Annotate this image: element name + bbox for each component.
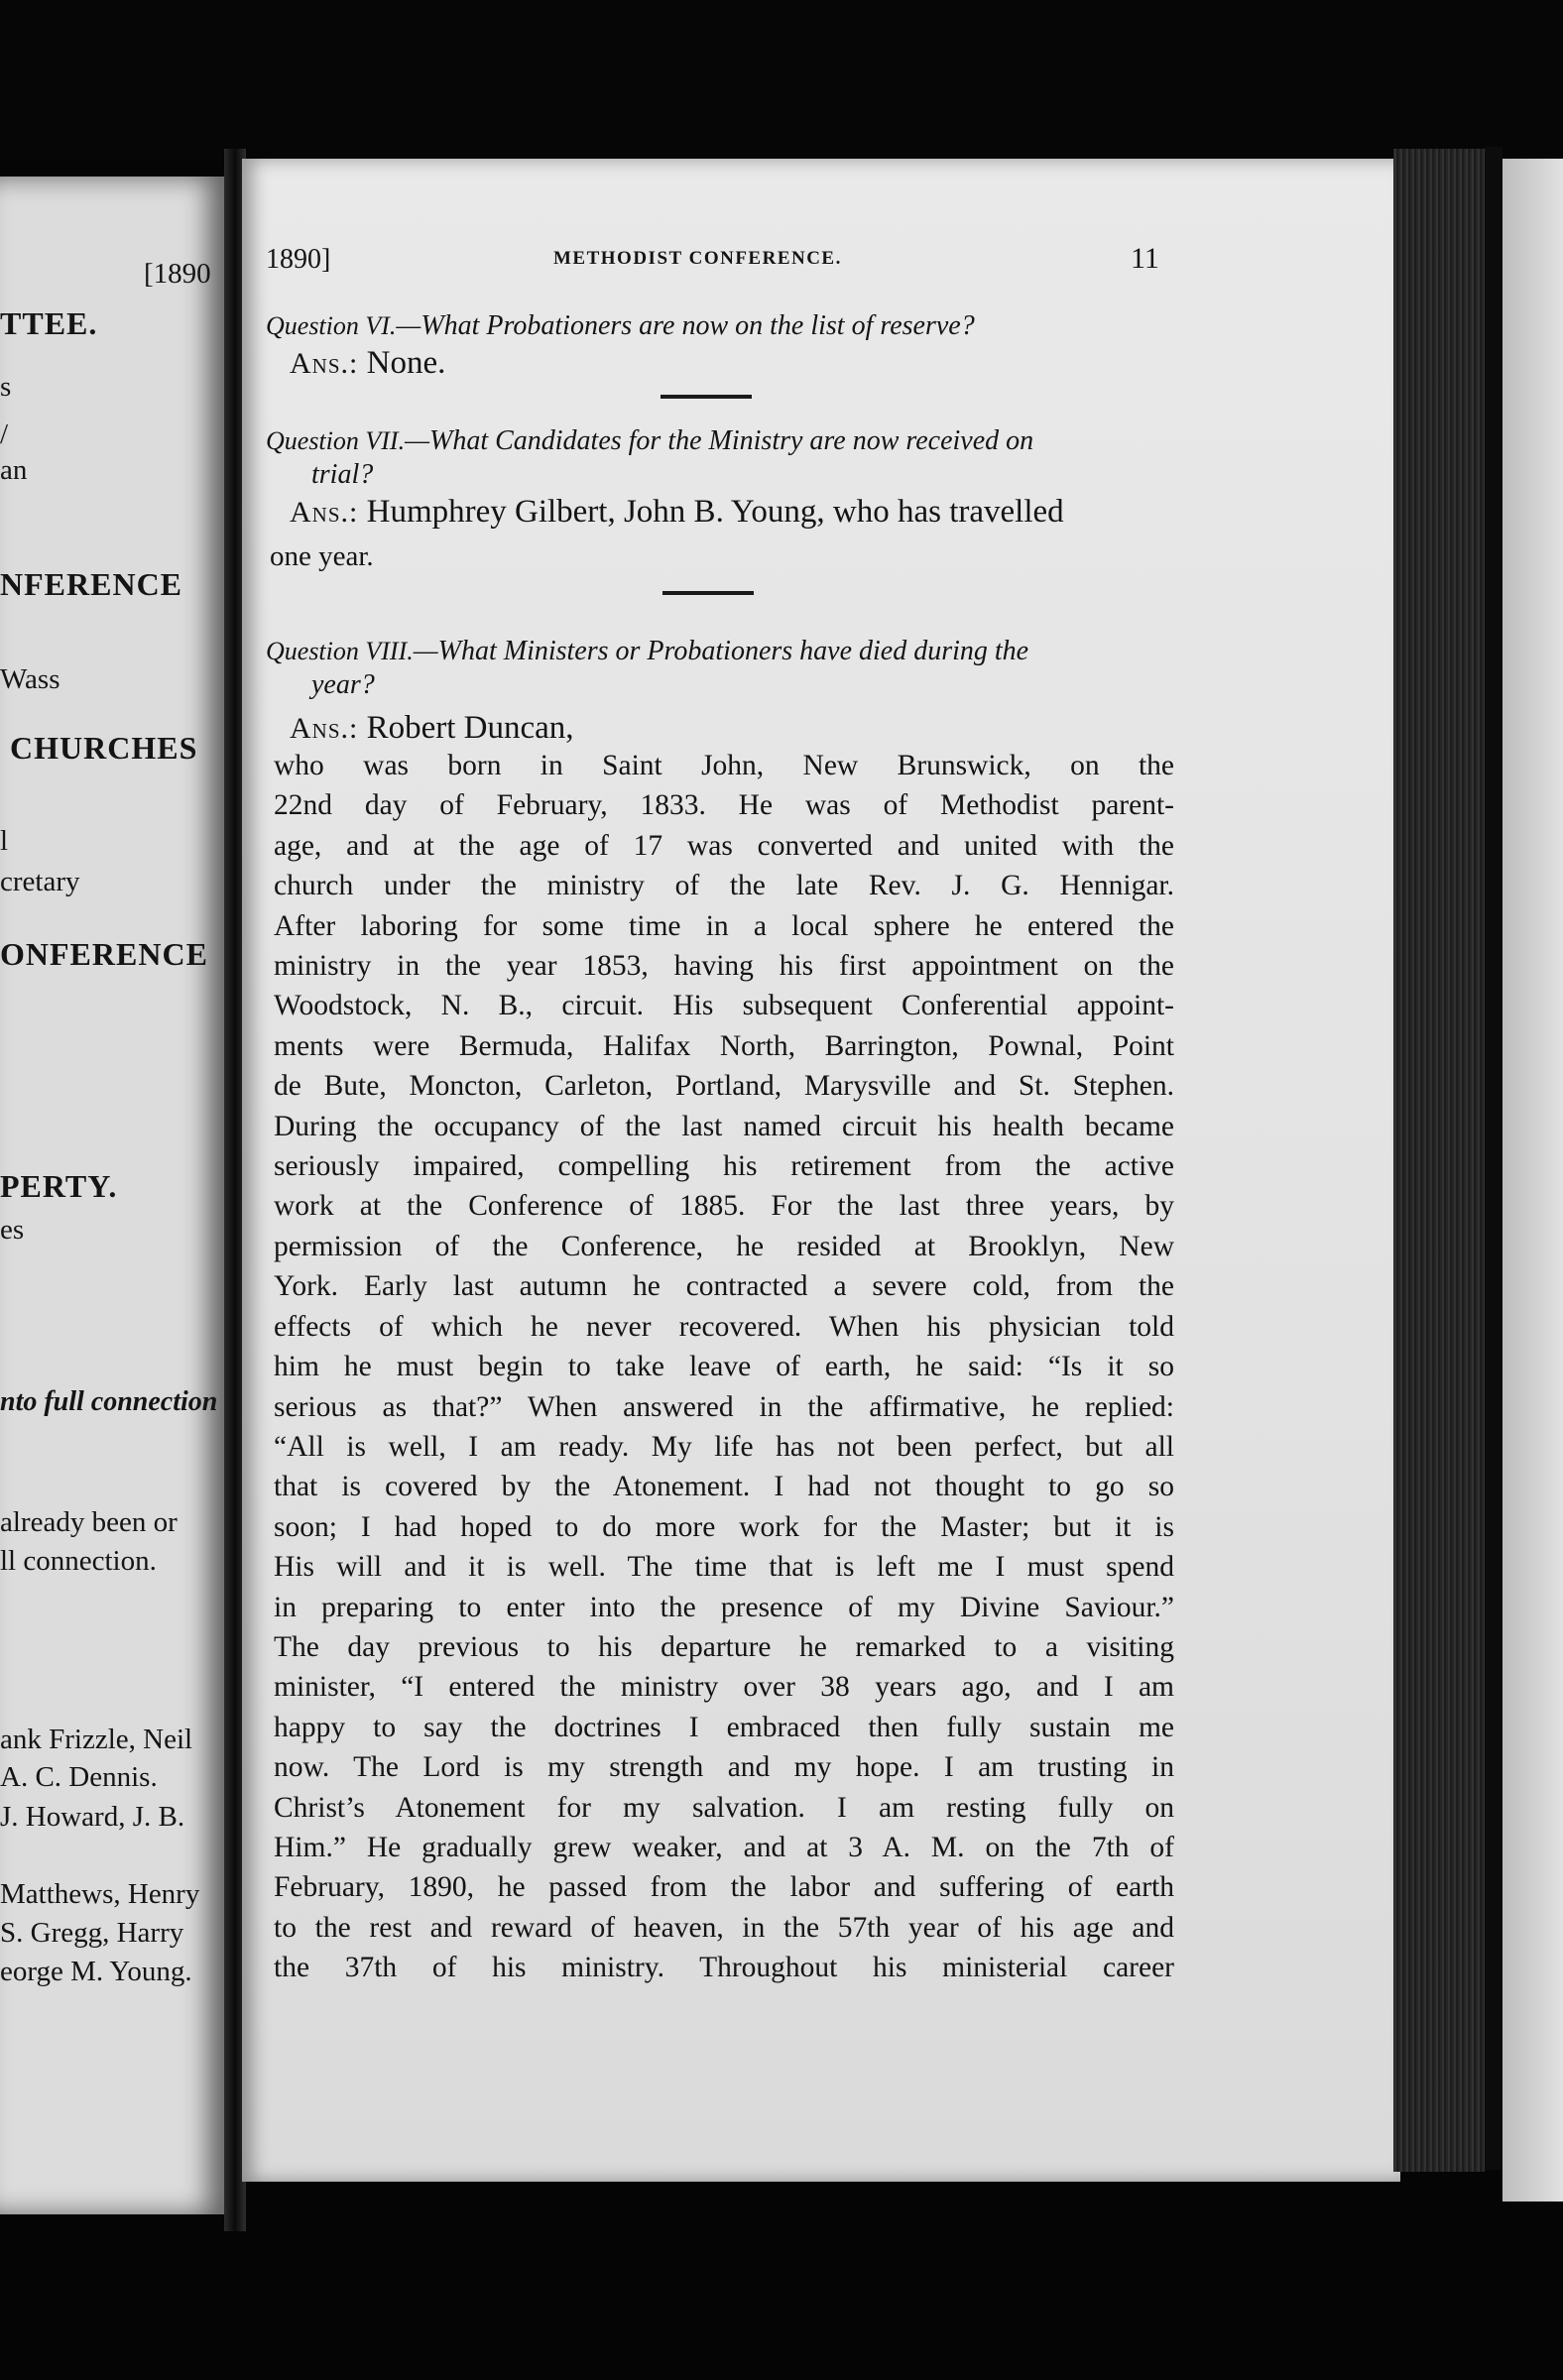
answer-8 — [290, 710, 1162, 747]
question-7 — [266, 424, 1158, 492]
body-line: de Bute, Moncton, Carleton, Portland, Marysville and St. Stephen. — [274, 1070, 1174, 1103]
body-line: work at the Conference of 1885. For the last three years, by — [274, 1190, 1174, 1223]
section-rule — [661, 395, 752, 399]
body-line: ministry in the year 1853, having his first appointment on the — [274, 950, 1174, 983]
body-line: York. Early last autumn he contracted a severe cold, from the — [274, 1270, 1174, 1303]
body-line: who was born in Saint John, New Brunswick, on the — [274, 750, 1174, 781]
body-line: effects of which he never recovered. When his physician told — [274, 1310, 1174, 1343]
obituary-body — [274, 746, 1174, 1988]
answer-label: Ans.: — [290, 347, 359, 380]
body-line: Him.” He gradually grew weaker, and at 3 A. M. on the 7th of — [274, 1831, 1174, 1863]
left-page-line: eorge M. Young. — [0, 1956, 192, 1987]
scan-background — [0, 0, 1563, 159]
answer-label: Ans.: — [290, 496, 359, 529]
left-page-line: [1890 — [144, 258, 211, 290]
page-edges-shadow — [1485, 147, 1503, 2170]
question-continuation: year? — [311, 669, 375, 700]
body-line: now. The Lord is my strength and my hope. I am trusting in — [274, 1751, 1174, 1784]
left-page-line: J. Howard, J. B. — [0, 1801, 185, 1833]
question-label: Question VII. — [266, 426, 406, 455]
left-page-heading: NFERENCE — [0, 566, 183, 602]
question-text: —What Probationers are now on the list of reserve? — [396, 310, 975, 341]
answer-7 — [290, 494, 1162, 531]
page-number: 11 — [1131, 242, 1159, 275]
answer-7-continuation: one year. — [270, 540, 374, 572]
body-line: 22nd day of February, 1833. He was of Methodist parent- — [274, 789, 1174, 822]
left-page-line: / — [0, 418, 9, 450]
running-head — [266, 244, 1162, 284]
question-8 — [266, 635, 1158, 702]
body-line: permission of the Conference, he resided at Brooklyn, New — [274, 1230, 1174, 1262]
left-page-line: ll connection. — [0, 1545, 157, 1577]
body-line: happy to say the doctrines I embraced then fully sustain me — [274, 1711, 1174, 1743]
left-page-line: Wass — [0, 663, 60, 695]
body-line: minister, “I entered the ministry over 38 years ago, and I am — [274, 1671, 1174, 1704]
left-page-heading: PERTY. — [0, 1168, 118, 1204]
left-page-heading: CHURCHES — [10, 730, 198, 766]
body-line: After laboring for some time in a local sphere he entered the — [274, 909, 1174, 942]
body-line: age, and at the age of 17 was converted and united with the — [274, 829, 1174, 862]
body-line: “All is well, I am ready. My life has not been perfect, but all — [274, 1430, 1174, 1463]
question-text: —What Candidates for the Ministry are now received on — [405, 425, 1034, 456]
body-line: February, 1890, he passed from the labor and suffering of earth — [274, 1871, 1174, 1904]
answer-text: Humphrey Gilbert, John B. Young, who has travelled — [366, 494, 1064, 530]
answer-6 — [290, 345, 1162, 382]
body-line: to the rest and reward of heaven, in the 57th year of his age and — [274, 1911, 1174, 1944]
body-line: His will and it is well. The time that is left me I must spend — [274, 1551, 1174, 1584]
left-page-line: A. C. Dennis. — [0, 1761, 158, 1793]
left-page-heading: TTEE. — [0, 305, 98, 341]
left-page-line: es — [0, 1214, 25, 1246]
body-line: the 37th of his ministry. Throughout his ministerial career — [274, 1952, 1174, 1984]
running-head-year: 1890] — [266, 244, 331, 275]
question-label: Question VI. — [266, 311, 397, 340]
left-page-line: s — [0, 371, 12, 403]
left-page-line: l — [0, 825, 9, 857]
body-line: soon; I had hoped to do more work for the Master; but it is — [274, 1510, 1174, 1543]
body-line: serious as that?” When answered in the affirmative, he replied: — [274, 1390, 1174, 1423]
left-facing-page — [0, 177, 226, 2214]
question-label: Question VIII. — [266, 637, 414, 665]
body-line: Christ’s Atonement for my salvation. I am resting fully on — [274, 1791, 1174, 1824]
answer-text: Robert Duncan, — [366, 710, 574, 746]
body-line: seriously impaired, compelling his retirement from the active — [274, 1150, 1174, 1183]
left-page-line: already been or — [0, 1506, 178, 1538]
body-line: that is covered by the Atonement. I had not thought to go so — [274, 1471, 1174, 1503]
body-line: church under the ministry of the late Rev. J. G. Hennigar. — [274, 870, 1174, 902]
section-rule — [662, 591, 754, 595]
question-continuation: trial? — [311, 459, 374, 490]
left-page-line: S. Gregg, Harry — [0, 1917, 184, 1949]
body-line: ments were Bermuda, Halifax North, Barrington, Pownal, Point — [274, 1029, 1174, 1062]
question-text: —What Ministers or Probationers have died during the — [413, 636, 1029, 666]
left-page-line: nto full connection — [0, 1386, 218, 1417]
left-page-line: Matthews, Henry — [0, 1878, 200, 1910]
body-line: The day previous to his departure he remarked to a visiting — [274, 1630, 1174, 1663]
left-page-heading: ONFERENCE — [0, 936, 208, 972]
left-page-line: cretary — [0, 866, 80, 897]
answer-text: None. — [366, 345, 446, 381]
body-line: him he must begin to take leave of earth, he said: “Is it so — [274, 1351, 1174, 1383]
body-line: During the occupancy of the last named circuit his health became — [274, 1110, 1174, 1142]
left-page-line: ank Frizzle, Neil — [0, 1724, 193, 1755]
page-edges — [1393, 149, 1485, 2172]
left-page-line: an — [0, 454, 28, 486]
running-head-title: METHODIST CONFERENCE. — [553, 248, 842, 269]
body-line: Woodstock, N. B., circuit. His subsequent Conferential appoint- — [274, 990, 1174, 1022]
next-page-sliver — [1503, 159, 1563, 2202]
question-6 — [266, 309, 1158, 343]
answer-label: Ans.: — [290, 712, 359, 745]
body-line: in preparing to enter into the presence of my Divine Saviour.” — [274, 1591, 1174, 1623]
